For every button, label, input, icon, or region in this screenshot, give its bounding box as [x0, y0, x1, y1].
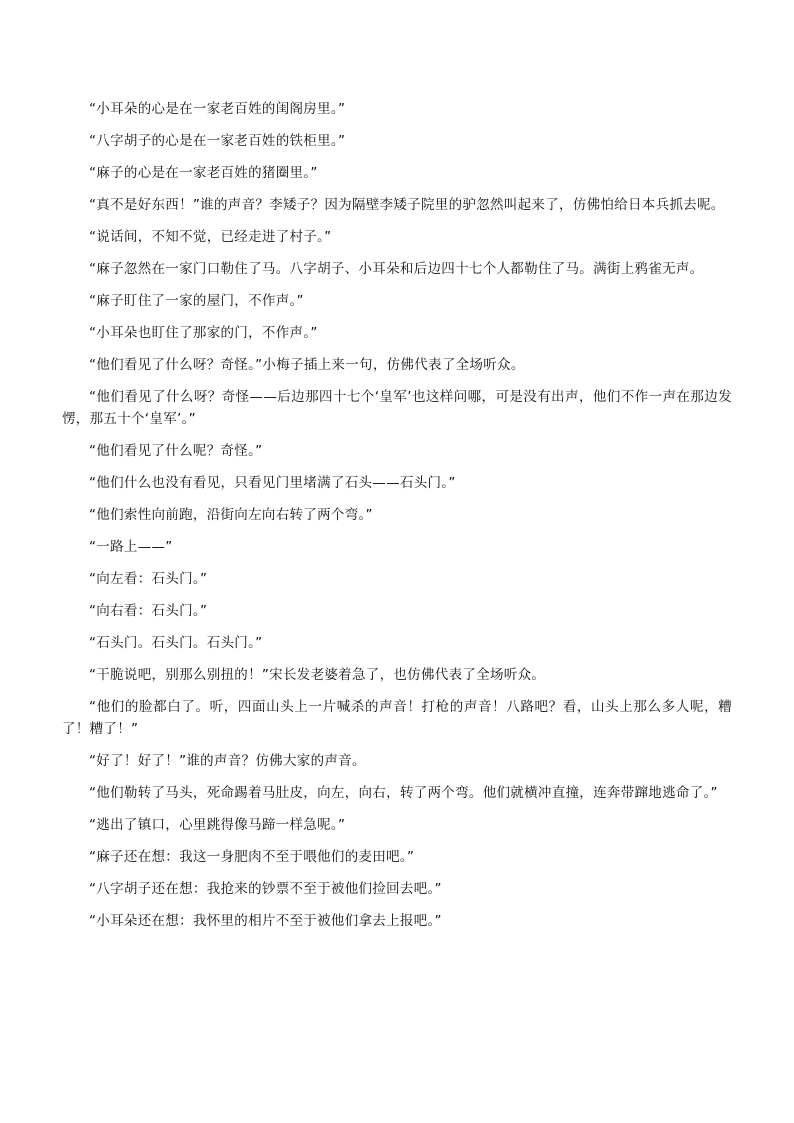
paragraph: “他们什么也没有看见，只看见门里堵满了石头——石头门。” [89, 475, 456, 491]
paragraph: “石头门。石头门。石头门。” [89, 635, 263, 651]
paragraph: “他们勒转了马头，死命踢着马肚皮，向左，向右，转了两个弯。他们就横冲直撞，连奔带蹿地逃命了。” [89, 785, 718, 801]
paragraph: “好了！好了！”谁的声音？仿佛大家的声音。 [89, 753, 366, 769]
paragraph: “逃出了镇口，心里跳得像马蹄一样急呢。” [89, 817, 346, 833]
paragraph: “他们看见了什么呀？奇怪——后边那四十七个‘皇军’也这样问哪，可是没有出声，他们不作一声在那边发愣，那五十个‘皇军’。” [62, 389, 732, 427]
paragraph: “他们看见了什么呀？奇怪。”小梅子插上来一句，仿佛代表了全场听众。 [89, 357, 525, 373]
paragraph: “真不是好东西！”谁的声音？李矮子？因为隔壁李矮子院里的驴忽然叫起来了，仿佛怕给日本兵抓去呢。 [89, 197, 725, 213]
paragraph: “小耳朵也盯住了那家的门，不作声。” [89, 325, 318, 341]
paragraph: “说话间，不知不觉，已经走进了村子。” [89, 229, 332, 245]
paragraph: “他们看见了什么呢？奇怪。” [89, 443, 263, 459]
document-body [62, 98, 732, 942]
paragraph: “他们索性向前跑，沿街向左向右转了两个弯。” [89, 507, 373, 523]
paragraph: “小耳朵的心是在一家老百姓的闺阁房里。” [89, 101, 346, 117]
paragraph: “八字胡子的心是在一家老百姓的铁柜里。” [89, 133, 346, 149]
paragraph: “麻子忽然在一家门口勒住了马。八字胡子、小耳朵和后边四十七个人都勒住了马。满街上鸦雀无声。 [89, 261, 704, 277]
paragraph: “麻子还在想：我这一身肥肉不至于喂他们的麦田吧。” [89, 849, 415, 865]
paragraph: “麻子盯住了一家的屋门，不作声。” [89, 293, 304, 309]
paragraph: “八字胡子还在想：我抢来的钞票不至于被他们捡回去吧。” [89, 881, 442, 897]
paragraph: “麻子的心是在一家老百姓的猪圈里。” [89, 165, 318, 181]
paragraph: “向右看：石头门。” [89, 603, 208, 619]
paragraph: “一路上——” [89, 539, 173, 555]
paragraph: “干脆说吧，别那么别扭的！”宋长发老婆着急了，也仿佛代表了全场听众。 [89, 667, 546, 683]
paragraph: “小耳朵还在想：我怀里的相片不至于被他们拿去上报吧。” [89, 913, 442, 929]
paragraph: “向左看：石头门。” [89, 571, 208, 587]
paragraph: “他们的脸都白了。听，四面山头上一片喊杀的声音！打枪的声音！八路吧？看，山头上那么多人呢，糟了！糟了！” [62, 699, 732, 737]
